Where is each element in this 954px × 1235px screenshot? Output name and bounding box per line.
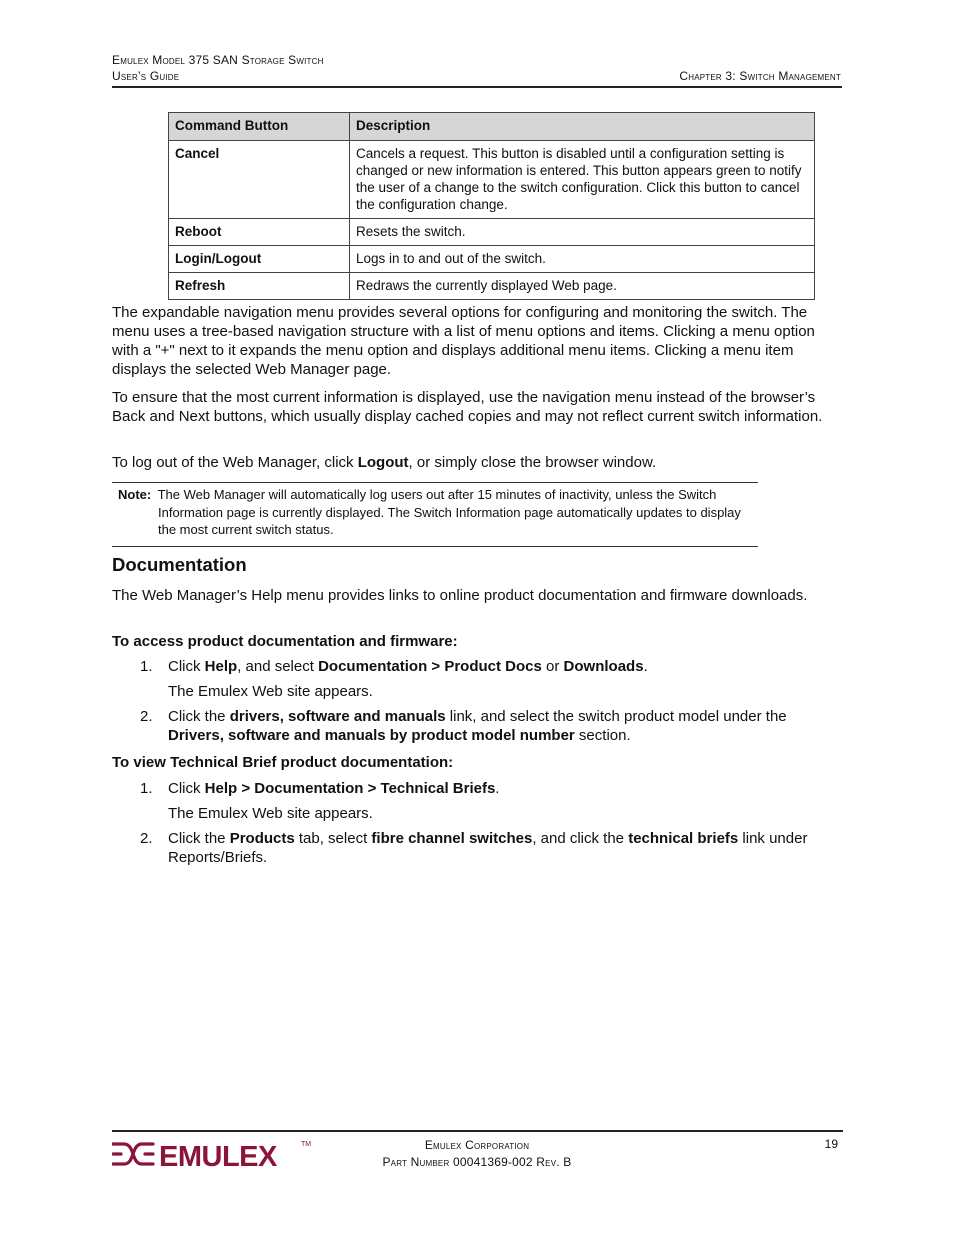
footer-part-number: Part Number 00041369-002 Rev. B <box>382 1155 572 1169</box>
procedure-step <box>140 779 842 798</box>
documentation-intro: The Web Manager’s Help menu provides links to online product documentation and firmware downloads. <box>112 587 808 604</box>
step-number: 2. <box>140 708 153 725</box>
note-content <box>112 486 758 539</box>
command-button-table <box>168 112 815 300</box>
emulex-logo <box>112 1137 312 1176</box>
step-text <box>168 657 842 676</box>
footer-rule <box>112 1130 843 1132</box>
table-row <box>169 219 815 246</box>
logout-bold: Logout <box>357 454 409 471</box>
table-cell-button: Login/Logout <box>169 246 350 273</box>
step-text-part: section. <box>574 727 631 744</box>
logout-text-c: , or simply close the browser window. <box>408 454 657 471</box>
step-text-part: , and click the <box>532 830 629 847</box>
footer-company-block <box>300 1137 654 1171</box>
logout-text-a: To log out of the Web Manager, click <box>112 454 358 471</box>
step-number: 1. <box>140 780 153 797</box>
step-result <box>140 804 842 823</box>
documentation-heading: Documentation <box>112 554 247 575</box>
step-text-part: Click <box>168 780 205 797</box>
step-bold-part: fibre channel switches <box>371 830 533 847</box>
step-bold-part: technical briefs <box>628 830 739 847</box>
current-info-paragraph: To ensure that the most current information is displayed, use the navigation menu instead of the browser’s Back and Next buttons, which usually display cached copies and may not reflect current switch information. <box>112 389 823 425</box>
note-box <box>112 482 758 547</box>
step-result <box>140 682 842 701</box>
table-row <box>169 246 815 273</box>
step-text <box>168 779 842 798</box>
step-text-part: . <box>495 780 500 797</box>
logout-paragraph <box>112 453 842 472</box>
table-header-description: Description <box>350 113 815 141</box>
step-text-part: Click the <box>168 708 230 725</box>
table-header-row <box>169 113 815 141</box>
procedure-title: To access product documentation and firmware: <box>112 633 458 650</box>
step-number: 2. <box>140 830 153 847</box>
step-bold-part: Products <box>229 830 295 847</box>
step-text-part: or <box>541 658 564 675</box>
table-cell-description: Cancels a request. This button is disabled until a configuration setting is changed or new information is entered. This button appears green to notify the user of a change to the switch configuration. Click this button to cancel the configuration change. <box>350 141 815 219</box>
table-cell-description: Logs in to and out of the switch. <box>350 246 815 273</box>
table-cell-button: Cancel <box>169 141 350 219</box>
logo-swoosh-icon <box>113 1144 153 1164</box>
procedure-step <box>140 829 842 867</box>
emulex-logo-mark <box>112 1137 312 1171</box>
step-text <box>168 707 842 745</box>
header-title-line1: Emulex Model 375 SAN Storage Switch <box>112 53 324 67</box>
step-text-part: . <box>643 658 648 675</box>
page-number: 19 <box>824 1137 838 1151</box>
table-cell-description: Resets the switch. <box>350 219 815 246</box>
table-row <box>169 273 815 300</box>
table-cell-button: Refresh <box>169 273 350 300</box>
step-number: 1. <box>140 658 153 675</box>
procedure-title: To view Technical Brief product documentation: <box>112 754 454 771</box>
step-bold-part: Drivers, software and manuals by product model number <box>168 727 575 744</box>
step-text <box>168 829 842 867</box>
note-label: Note: <box>118 487 152 502</box>
table-row <box>169 141 815 219</box>
table-cell-button: Reboot <box>169 219 350 246</box>
footer-company: Emulex Corporation <box>424 1138 530 1152</box>
table-cell-description: Redraws the currently displayed Web page. <box>350 273 815 300</box>
logo-wordmark: EMULEX <box>159 1141 277 1171</box>
logo-trademark: TM <box>301 1141 312 1148</box>
step-result-text: The Emulex Web site appears. <box>168 805 373 822</box>
running-header-title <box>112 52 324 84</box>
step-bold-part: Documentation > Product Docs <box>318 658 542 675</box>
procedure-step <box>140 707 842 745</box>
note-text: The Web Manager will automatically log users out after 15 minutes of inactivity, unless the Switch Information page is currently displayed. The Switch Information page automatically updates to display the most current switch status. <box>157 487 741 537</box>
step-bold-part: Help > Documentation > Technical Briefs <box>204 780 496 797</box>
step-bold-part: Downloads <box>563 658 644 675</box>
step-text-part: link, and select the switch product model under the <box>445 708 787 725</box>
step-text-part: Click the <box>168 830 230 847</box>
header-chapter: Chapter 3: Switch Management <box>679 69 841 83</box>
procedure-step <box>140 657 842 676</box>
header-rule <box>112 86 842 88</box>
step-result-text: The Emulex Web site appears. <box>168 683 373 700</box>
step-bold-part: Help <box>204 658 238 675</box>
table-header-command: Command Button <box>169 113 350 141</box>
step-text-part: Click <box>168 658 205 675</box>
step-bold-part: drivers, software and manuals <box>229 708 446 725</box>
step-text-part: tab, select <box>294 830 372 847</box>
navigation-menu-paragraph: The expandable navigation menu provides several options for configuring and monitoring the switch. The menu uses a tree-based navigation structure with a list of menu options and items. Clicking a menu option with a "+" next to it expands the menu option and displays additional menu items. Clicking a menu item displays the selected Web Manager page. <box>112 304 815 378</box>
header-title-line2: User’s Guide <box>112 69 180 83</box>
step-text-part: link under Reports/Briefs. <box>168 830 808 866</box>
step-text-part: , and select <box>237 658 319 675</box>
